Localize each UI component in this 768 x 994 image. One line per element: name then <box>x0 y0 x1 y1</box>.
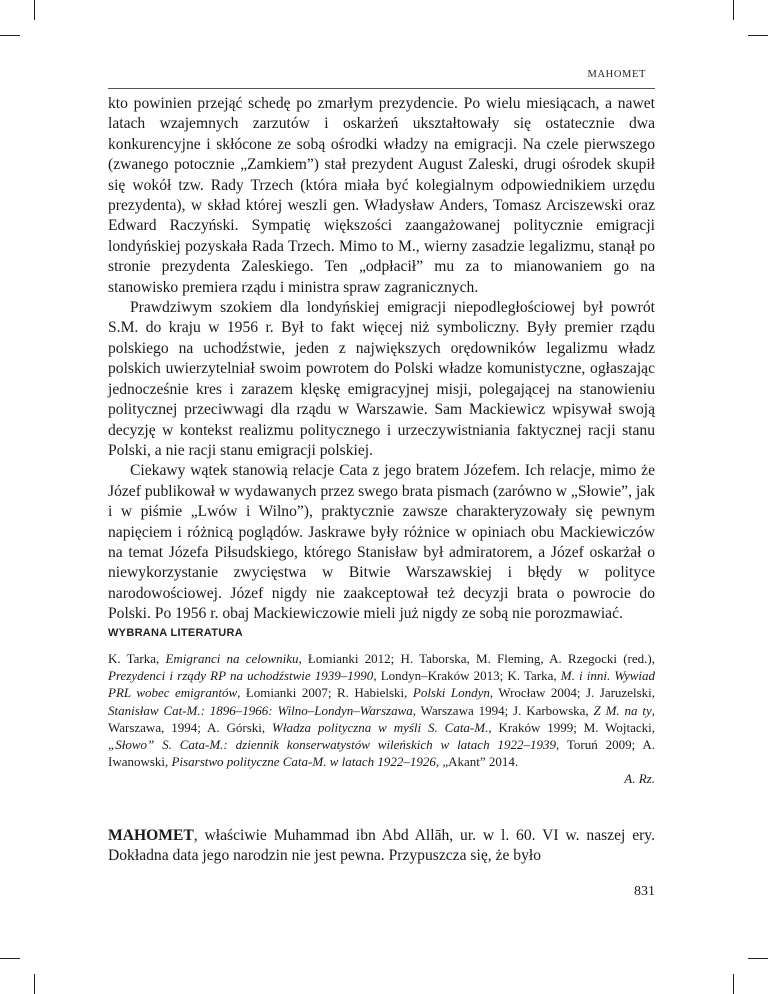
bibliography-title: Polski Londyn <box>412 685 490 701</box>
bibliography-segment: , Łomianki 2012; H. Taborska, M. Fleming, A. Rzegocki (red.), <box>298 651 655 666</box>
entry-headword: MAHOMET <box>108 827 194 844</box>
crop-mark <box>34 0 35 20</box>
entry-paragraph <box>108 826 655 867</box>
paragraph: kto powinien przejąć schedę po zmarłym prezydencie. Po wielu miesiącach, a nawet latach wzajemnych zarzutów i oskarżeń ukształtowały się ostatecznie dwa konkurencyjne i skłócone ze sobą ośrodki władzy na emigracji. Na czele pierwszego (zwanego potocznie „Zamkiem”) stał prezydent August Zaleski, drugi ośrodek skupił się wokół tzw. Rady Trzech (która miała być kolegialnym odpowiednikiem urzędu prezydenta), w skład której weszli gen. Władysław Anders, Tomasz Arciszewski oraz Edward Raczyński. Sympatię większości zaangażowanej politycznie emigracji londyńskiej pozyskała Rada Trzech. Mimo to M., wierny zasadzie legalizmu, stanął po stronie prezydenta Zaleskiego. Ten „odpłacił” mu za to mianowaniem go na stanowisko premiera rządu i ministra spraw zagranicznych. <box>108 95 655 296</box>
entry-text: , właściwie Muhammad ibn Abd Allāh, ur. w l. 60. VI w. naszej ery. Dokładna data jego narodzin nie jest pewna. Przypuszcza się, że było <box>108 827 655 865</box>
bibliography-segment: , Warszawa 1994; J. Karbowska, <box>412 702 594 718</box>
crop-mark <box>0 958 20 959</box>
bibliography-segment: , Kraków 1999; M. Wojtacki, <box>488 719 655 735</box>
bibliography-title: Z M. na ty <box>593 702 652 718</box>
bibliography-title: Pisarstwo polityczne Cata-M. w latach 1922–1926 <box>171 754 436 770</box>
crop-mark <box>733 974 734 994</box>
running-head: MAHOMET <box>587 69 646 80</box>
bibliography-title: Władza polityczna w myśli S. Cata-M. <box>272 719 489 735</box>
crop-mark <box>34 974 35 994</box>
section-heading: WYBRANA LITERATURA <box>108 627 243 639</box>
bibliography-title: M. i inni. Wywiad PRL wobec emigrantów <box>108 668 656 701</box>
bibliography-segment: , „Akant” 2014. <box>435 754 519 770</box>
bibliography-text <box>108 650 655 770</box>
bibliography-title: Emigranci na celowniku <box>165 651 299 666</box>
bibliography-title: „Słowo” S. Cata-M.: dziennik konserwatystów wileńskich w latach 1922–1939 <box>108 737 556 753</box>
crop-mark <box>733 0 734 20</box>
bibliography <box>108 650 655 770</box>
bibliography-segment: , Toruń 2009; A. Iwanowski, <box>108 737 655 770</box>
page-number: 831 <box>634 884 655 899</box>
bibliography-segment: , Warszawa, 1994; A. Górski, <box>108 702 655 735</box>
bibliography-segment: K. Tarka, <box>108 651 166 666</box>
bibliography-segment: , Londyn–Kraków 2013; K. Tarka, <box>373 668 561 684</box>
bibliography-title: Stanisław Cat-M.: 1896–1966: Wilno–Londyn–Warszawa <box>108 702 413 718</box>
header-rule <box>108 88 655 89</box>
paragraph: Ciekawy wątek stanowią relacje Cata z jego bratem Józefem. Ich relacje, mimo że Józef publikował w wydawanych przez swego brata pismach (zarówno w „Słowie”, jak i w piśmie „Lwów i Wilno”), praktycznie zawsze charakteryzowały się pewnym napięciem i różnicą poglądów. Jaskrawe były różnice w opiniach obu Mackiewiczów na temat Józefa Piłsudskiego, którego Stanisław był admiratorem, a Józef oskarżał o niewykorzystanie zwycięstwa w Bitwie Warszawskiej i błędy w polityce narodowościowej. Józef nigdy nie zaakceptował też decyzji brata o powrocie do Polski. Po 1956 r. obaj Mackiewiczowie mieli już nigdy ze sobą nie porozmawiać. <box>108 462 655 623</box>
main-text <box>108 94 655 625</box>
crop-mark <box>748 35 768 36</box>
paragraph: Prawdziwym szokiem dla londyńskiej emigracji niepodległościowej był powrót S.M. do kraju w 1956 r. Był to fakt więcej niż symboliczny. Były premier rządu polskiego na uchodźstwie, jeden z największych orędowników legalizmu władz polskich uwierzytelniał swoim powrotem do Polski władze komunistyczne, ogłaszając jednocześnie kres i zarazem klęskę emigracyjnej misji, polegającej na stanowieniu politycznej przeciwwagi dla rządu w Warszawie. Sam Mackiewicz wpisywał swoją decyzję w kontekst realizmu politycznego i urzeczywistniania faktycznej racji stanu Polski, a nie racji stanu emigracji polskiej. <box>108 299 655 459</box>
author-initials: A. Rz. <box>624 771 655 786</box>
bibliography-segment: , Wrocław 2004; J. Jaruzelski, <box>489 685 655 701</box>
crop-mark <box>0 35 20 36</box>
crop-mark <box>748 958 768 959</box>
bibliography-segment: , Łomianki 2007; R. Habielski, <box>237 685 413 701</box>
next-entry <box>108 826 655 867</box>
bibliography-title: Prezydenci i rządy RP na uchodźstwie 1939–1990 <box>108 668 374 684</box>
